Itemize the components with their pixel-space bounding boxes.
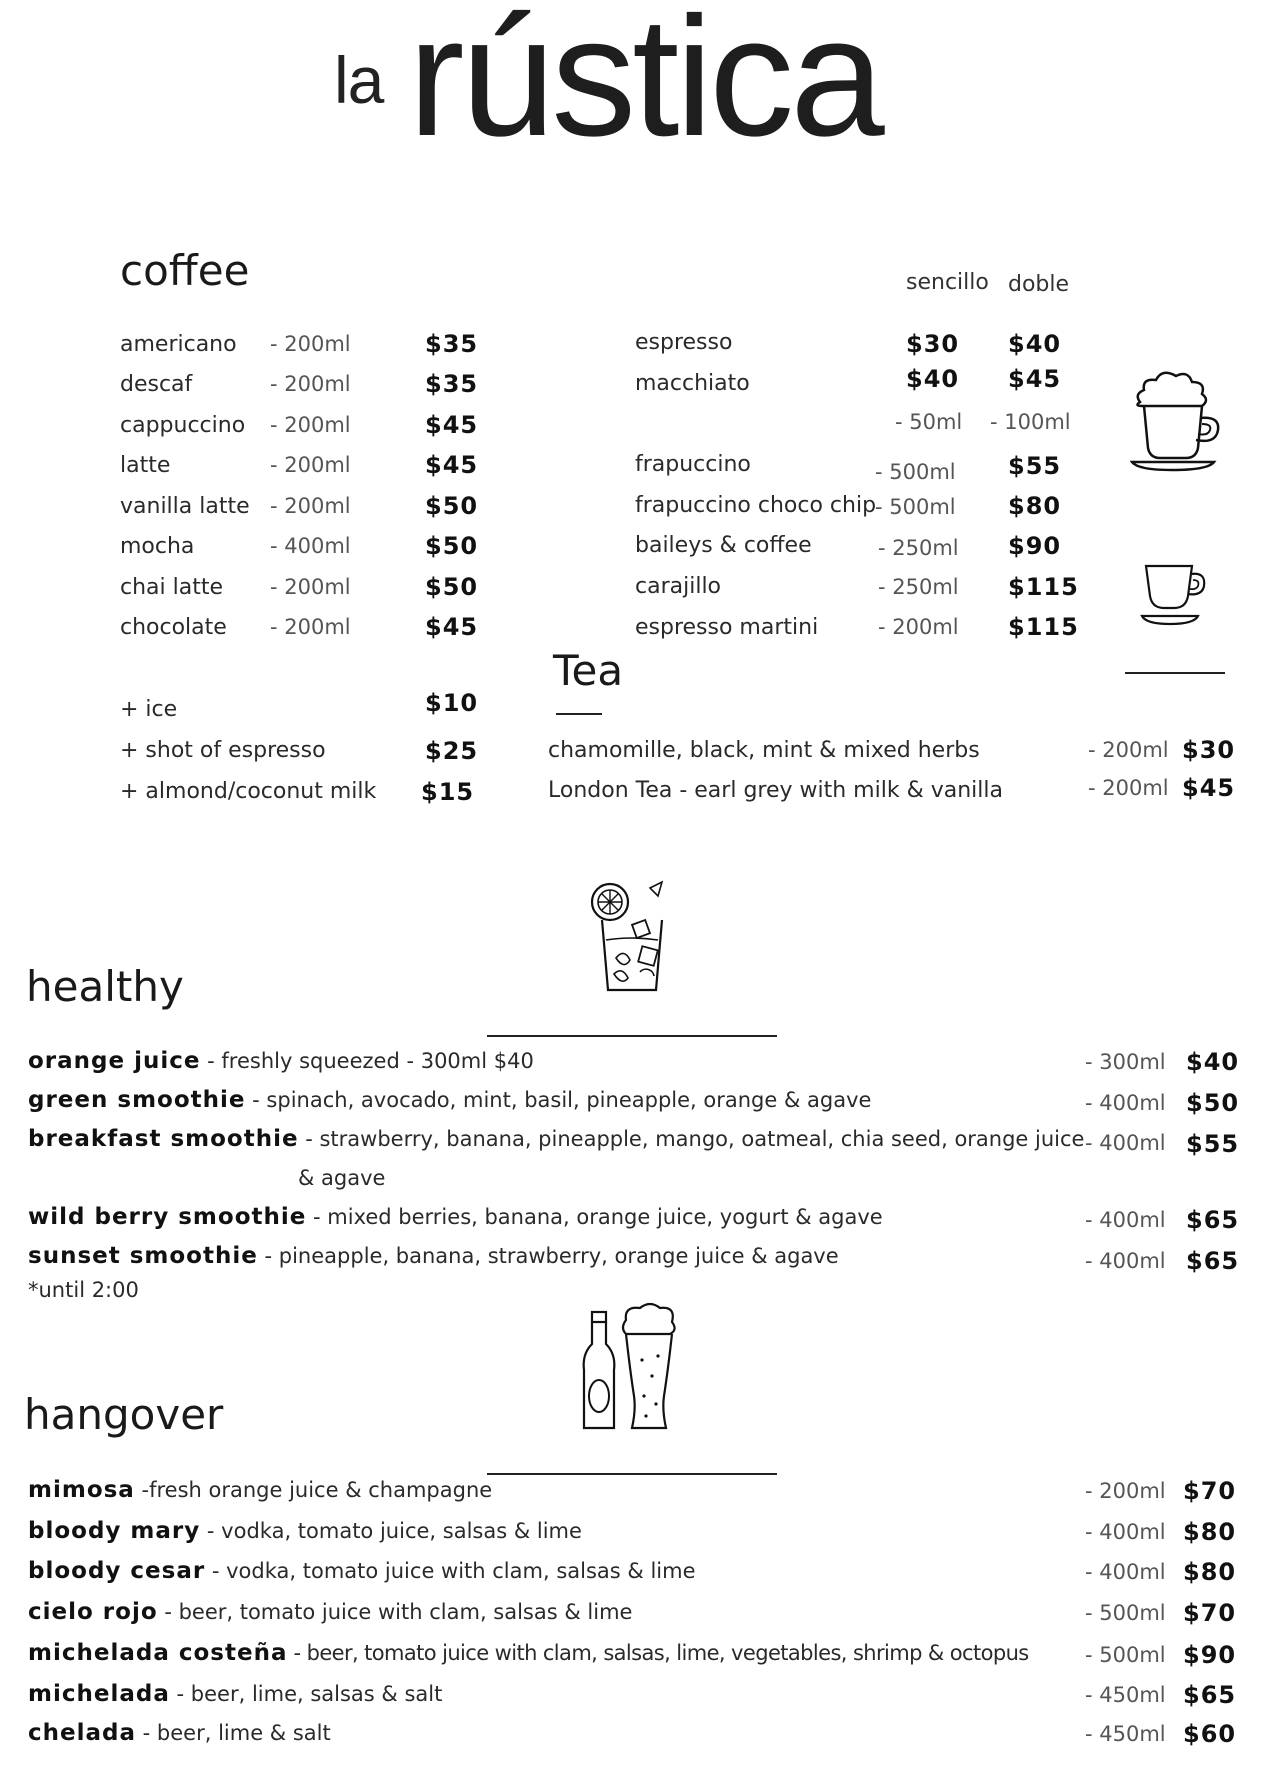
item-size: - 200ml xyxy=(270,575,351,599)
item-name: baileys & coffee xyxy=(635,533,812,558)
item-size: - 400ml xyxy=(1085,1131,1166,1155)
item-price: $80 xyxy=(1183,1558,1237,1586)
item-name: espresso xyxy=(635,330,733,355)
item-price: $45 xyxy=(425,613,479,641)
col-sencillo-header: sencillo xyxy=(906,270,989,295)
item-name: vanilla latte xyxy=(120,494,250,519)
item-size: - 400ml xyxy=(270,534,351,558)
price-doble: $40 xyxy=(1008,330,1062,358)
item-desc: - mixed berries, banana, orange juice, yogurt & agave xyxy=(306,1205,883,1229)
size-sencillo: - 50ml xyxy=(895,410,963,434)
item-size: - 500ml xyxy=(1085,1643,1166,1667)
item-name: chocolate xyxy=(120,615,227,640)
cappuccino-cup-icon xyxy=(1130,364,1226,472)
item-size: - 400ml xyxy=(1085,1208,1166,1232)
item-price: $60 xyxy=(1183,1720,1237,1748)
item-desc: - beer, tomato juice with clam, salsas & lime xyxy=(157,1600,633,1624)
tea-title: Tea xyxy=(553,646,624,695)
item-size: - 450ml xyxy=(1085,1683,1166,1707)
item-size: - 200ml xyxy=(270,453,351,477)
divider xyxy=(487,1035,777,1037)
item-size: - 200ml xyxy=(270,494,351,518)
item-price: $45 xyxy=(425,411,479,439)
item-name: breakfast smoothie xyxy=(28,1126,299,1152)
healthy-title: healthy xyxy=(26,962,184,1011)
price-sencillo: $40 xyxy=(906,365,960,393)
cocktail-glass-icon xyxy=(588,878,674,996)
item-price: $90 xyxy=(1183,1641,1237,1669)
price-sencillo: $30 xyxy=(906,330,960,358)
item-name: orange juice xyxy=(28,1048,201,1074)
item-price: $55 xyxy=(1186,1130,1240,1158)
brand-name: rústica xyxy=(408,0,881,172)
coffee-title: coffee xyxy=(120,246,250,295)
item-price: $45 xyxy=(1182,774,1236,802)
item-size: - 400ml xyxy=(1085,1560,1166,1584)
hangover-title: hangover xyxy=(24,1390,224,1439)
item-price: $35 xyxy=(425,330,479,358)
item-price: $115 xyxy=(1008,613,1079,641)
item-price: $70 xyxy=(1183,1599,1237,1627)
item-price: $50 xyxy=(425,573,479,601)
item-name: frapuccino xyxy=(635,452,751,477)
item-desc: - freshly squeezed - 300ml $40 xyxy=(200,1049,534,1073)
item-name: latte xyxy=(120,453,171,478)
item-size: - 250ml xyxy=(878,575,959,599)
item-size: - 200ml xyxy=(270,372,351,396)
item-price: $80 xyxy=(1008,492,1062,520)
item-price: $30 xyxy=(1182,736,1236,764)
item-price: $65 xyxy=(1186,1206,1240,1234)
item-price: $55 xyxy=(1008,452,1062,480)
divider xyxy=(487,1473,777,1475)
item-name: sunset smoothie xyxy=(28,1243,258,1269)
item-price: $45 xyxy=(425,451,479,479)
healthy-note: *until 2:00 xyxy=(28,1278,139,1302)
item-name: chelada xyxy=(28,1720,136,1746)
item-name: bloody mary xyxy=(28,1518,201,1544)
item-price: $50 xyxy=(1186,1089,1240,1117)
extra-name: + ice xyxy=(120,697,178,722)
item-desc: - vodka, tomato juice with clam, salsas & lime xyxy=(205,1559,696,1583)
item-name: cappuccino xyxy=(120,413,246,438)
item-desc-continued: & agave xyxy=(298,1166,386,1190)
item-desc: -fresh orange juice & champagne xyxy=(134,1478,493,1502)
item-name: wild berry smoothie xyxy=(28,1204,307,1230)
item-size: - 250ml xyxy=(878,536,959,560)
extra-name: + almond/coconut milk xyxy=(120,779,377,804)
price-doble: $45 xyxy=(1008,365,1062,393)
item-desc: - beer, tomato juice with clam, salsas, lime, vegetables, shrimp & octopus xyxy=(287,1641,1029,1665)
item-price: $115 xyxy=(1008,573,1079,601)
item-size: - 450ml xyxy=(1085,1722,1166,1746)
item-name: mimosa xyxy=(28,1477,135,1503)
extra-price: $10 xyxy=(425,689,479,717)
brand-prefix: la xyxy=(334,43,384,117)
extra-price: $25 xyxy=(425,737,479,765)
item-price: $80 xyxy=(1183,1518,1237,1546)
item-price: $90 xyxy=(1008,532,1062,560)
item-size: - 500ml xyxy=(1085,1601,1166,1625)
divider xyxy=(1125,672,1225,674)
size-doble: - 100ml xyxy=(990,410,1071,434)
item-name: chamomille, black, mint & mixed herbs xyxy=(548,738,980,763)
item-desc: - beer, lime, salsas & salt xyxy=(169,1682,443,1706)
item-size: - 200ml xyxy=(270,413,351,437)
item-price: $65 xyxy=(1183,1681,1237,1709)
item-name: London Tea - earl grey with milk & vanilla xyxy=(548,778,1003,803)
item-size: - 400ml xyxy=(1085,1249,1166,1273)
item-desc: - strawberry, banana, pineapple, mango, oatmeal, chia seed, orange juice xyxy=(298,1127,1085,1151)
item-price: $50 xyxy=(425,492,479,520)
beer-bottle-glass-icon xyxy=(580,1300,684,1434)
item-price: $70 xyxy=(1183,1477,1237,1505)
item-name: mocha xyxy=(120,534,195,559)
item-desc: - pineapple, banana, strawberry, orange juice & agave xyxy=(257,1244,839,1268)
item-name: michelada xyxy=(28,1681,170,1707)
item-size: - 200ml xyxy=(270,332,351,356)
item-price: $65 xyxy=(1186,1247,1240,1275)
item-desc: - spinach, avocado, mint, basil, pineapple, orange & agave xyxy=(245,1088,872,1112)
item-size: - 200ml xyxy=(270,615,351,639)
item-size: - 200ml xyxy=(878,615,959,639)
item-desc: - vodka, tomato juice, salsas & lime xyxy=(200,1519,582,1543)
item-name: espresso martini xyxy=(635,615,819,640)
extra-name: + shot of espresso xyxy=(120,738,326,763)
item-name: americano xyxy=(120,332,237,357)
item-size: - 400ml xyxy=(1085,1520,1166,1544)
item-price: $40 xyxy=(1186,1048,1240,1076)
item-size: - 200ml xyxy=(1085,1479,1166,1503)
item-size: - 500ml xyxy=(875,460,956,484)
tea-title-underline xyxy=(556,713,602,715)
item-name: bloody cesar xyxy=(28,1558,206,1584)
item-price: $35 xyxy=(425,370,479,398)
item-size: - 300ml xyxy=(1085,1050,1166,1074)
item-name: chai latte xyxy=(120,575,224,600)
item-name: cielo rojo xyxy=(28,1599,158,1625)
item-price: $50 xyxy=(425,532,479,560)
item-name: carajillo xyxy=(635,574,722,599)
item-name: frapuccino choco chip xyxy=(635,493,877,518)
item-size: - 500ml xyxy=(875,495,956,519)
item-size: - 400ml xyxy=(1085,1091,1166,1115)
coffee-cup-icon xyxy=(1140,560,1214,630)
extra-price: $15 xyxy=(421,778,475,806)
item-size: - 200ml xyxy=(1088,738,1169,762)
col-doble-header: doble xyxy=(1008,272,1070,297)
item-name: michelada costeña xyxy=(28,1640,288,1666)
item-name: descaf xyxy=(120,372,193,397)
item-name: green smoothie xyxy=(28,1087,246,1113)
item-name: macchiato xyxy=(635,371,750,396)
item-desc: - beer, lime & salt xyxy=(136,1721,331,1745)
item-size: - 200ml xyxy=(1088,776,1169,800)
